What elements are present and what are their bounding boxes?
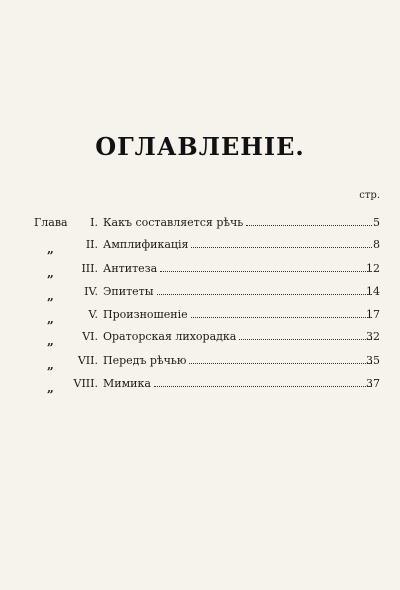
dot-leader xyxy=(157,294,372,295)
toc-entry xyxy=(0,285,400,301)
chapter-numeral: II. xyxy=(85,238,98,251)
page-column-header: стр. xyxy=(359,190,380,201)
entry-title-area xyxy=(103,308,372,321)
dot-leader xyxy=(239,339,372,340)
entry-title-area xyxy=(103,330,372,343)
chapter-title: Какъ составляется рѣчь xyxy=(103,216,244,229)
chapter-numeral: I. xyxy=(90,216,98,229)
toc-entry xyxy=(0,262,400,278)
ditto-mark: „ xyxy=(47,266,54,280)
dot-leader xyxy=(246,225,372,226)
entry-title-area xyxy=(103,285,372,298)
dot-leader xyxy=(160,271,372,272)
ditto-mark: „ xyxy=(47,312,54,326)
page-number: 14 xyxy=(366,285,380,298)
entry-title-area xyxy=(103,377,372,390)
ditto-mark: „ xyxy=(47,381,54,395)
chapter-numeral: VIII. xyxy=(73,377,98,390)
chapter-numeral: IV. xyxy=(84,285,98,298)
dot-leader xyxy=(191,317,372,318)
page-number: 37 xyxy=(366,377,380,390)
chapter-numeral: III. xyxy=(81,262,98,275)
chapter-title: Антитеза xyxy=(103,262,158,275)
dot-leader xyxy=(154,386,372,387)
toc-entry xyxy=(0,308,400,324)
chapter-numeral: V. xyxy=(88,308,98,321)
ditto-mark: „ xyxy=(47,334,54,348)
toc-entry xyxy=(0,377,400,393)
page-title: ОГЛАВЛЕНІЕ. xyxy=(95,132,305,161)
dot-leader xyxy=(191,247,372,248)
chapter-title: Произношеніе xyxy=(103,308,188,321)
entry-title-area xyxy=(103,262,372,275)
page-number: 32 xyxy=(366,330,380,343)
chapter-title: Мимика xyxy=(103,377,151,390)
entry-title-area xyxy=(103,354,372,367)
dot-leader xyxy=(189,363,372,364)
ditto-mark: „ xyxy=(47,358,54,372)
ditto-mark: „ xyxy=(47,242,54,256)
toc-entry xyxy=(0,238,400,254)
page-number: 5 xyxy=(373,216,380,229)
chapter-numeral: VII. xyxy=(77,354,98,367)
toc-entry xyxy=(0,354,400,370)
page-number: 17 xyxy=(366,308,380,321)
page-number: 8 xyxy=(373,238,380,251)
page-number: 35 xyxy=(366,354,380,367)
toc-entry xyxy=(0,216,400,232)
chapter-numeral: VI. xyxy=(82,330,98,343)
chapter-prefix: Глава xyxy=(34,216,68,229)
chapter-title: Ораторская лихорадка xyxy=(103,330,237,343)
page-number: 12 xyxy=(366,262,380,275)
toc-entry xyxy=(0,330,400,346)
chapter-title: Передъ рѣчью xyxy=(103,354,187,367)
entry-title-area xyxy=(103,238,372,251)
chapter-title: Эпитеты xyxy=(103,285,154,298)
entry-title-area xyxy=(103,216,372,229)
chapter-title: Амплификація xyxy=(103,238,189,251)
ditto-mark: „ xyxy=(47,289,54,303)
